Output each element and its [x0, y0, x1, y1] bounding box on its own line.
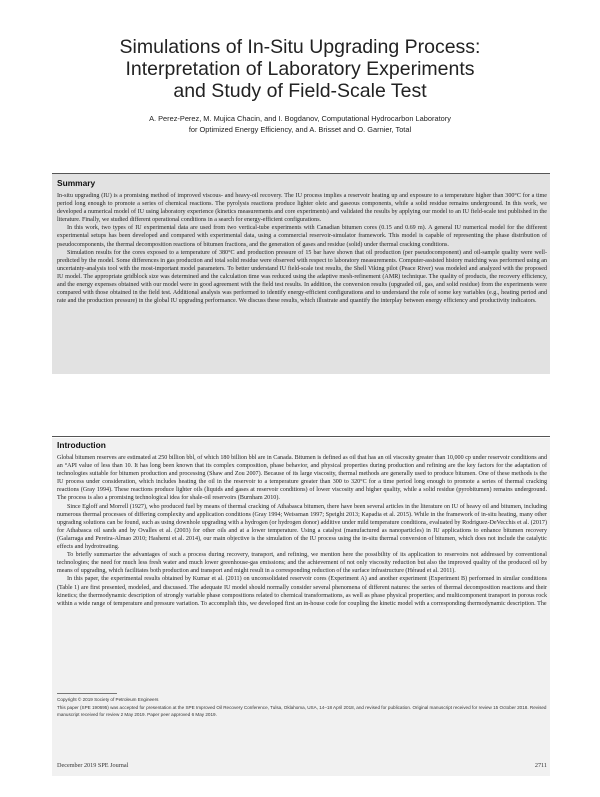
summary-paragraph-3: Simulation results for the cores exposed to a temperature of 380°C and production pressure of 15 bar have shown that oil production (per pseudocomponent) and oil-sample quality were well-predicted by the model. Some differences in gas production and total solid residue were observed with respect to laboratory measurements. Computer-assisted history matching was performed using an uncertainty-analysis tool with the most-important model parameters. To better understand IU field-scale test results, the Shell Viking pilot (Peace River) was modeled and analyzed with the proposed IU model. The appropriate gridblock size was determined and the calculation time was reduced using the adaptive mesh-refinement (AMR) technique. The quality of products, the recovery efficiency, and the energy expenses obtained with our model were in good agreement with the field test results. In addition, the conversion results (upgraded oil, gas, and solid residue) from the experiments were compared with those obtained in the field test. Additional analysis was performed to identify energy-efficient configurations and to understand the role of some key variables (e.g., heating period and rate and the production pressure) in the global IU upgrading performance. We discuss these results, which illustrate and quantify the interplay between energy efficiency and productivity indicators. [57, 249, 547, 305]
footnotes [57, 697, 547, 718]
author-line-1: A. Perez-Perez, M. Mujica Chacin, and I. Bogdanov, Computational Hydrocarbon Laboratory [149, 114, 451, 123]
summary-paragraph-2: In this work, two types of IU experimental data are used from two vertical-tube experiments with Canadian bitumen cores (0.15 and 0.69 m). A general IU numerical model for the different experimental setups has been developed and compared with experimental data, using a commercial reservoir-simulator framework. This model is capable of representing the phase distribution of pseudocomponents, the thermal decomposition reactions of bitumen fractions, and the generation of gases and residue (solid) under thermal cracking conditions. [57, 225, 547, 248]
page-number: 2711 [534, 762, 547, 769]
introduction-paragraph-3: To briefly summarize the advantages of such a process during recovery, transport, and refining, we mention here the possibility of its application to reservoirs not addressed by conventional technologies; the need for much less fresh water and much lower greenhouse-gas emissions; and the achievement of not only viscosity reduction but also the improved quality of the produced oil by means of upgrading, which facilitates both production and transport and might result in a corresponding reduction of the surface infrastructure (Héraud et al. 2011). [57, 552, 547, 575]
summary-paragraph-1: In-situ upgrading (IU) is a promising method of improved viscous- and heavy-oil recovery. The IU process implies a reservoir heating up and exposure to a temperature higher than 300°C for a time period long enough to promote a series of chemical reactions. The pyrolysis reactions produce lighter oleic and gaseous components, while a solid residue remains underground. In this work, we developed a numerical model of IU using laboratory experience (kinetics measurements and core experiments) and validated the results by applying our model to an IU field-scale test published in the literature. Finally, we studied different operational conditions in a search for energy-efficient configurations. [57, 193, 547, 224]
author-line-2: for Optimized Energy Efficiency, and A. Brisset and O. Garnier, Total [188, 125, 412, 134]
summary-section [57, 178, 547, 305]
introduction-paragraph-1: Global bitumen reserves are estimated at 250 billion bbl, of which 180 billion bbl are in Canada. Bitumen is defined as oil that has an oil viscosity greater than 10,000 cp under reservoir conditions and an °API value of less than 10. It has long been known that its complex composition, phase behavior, and physical properties during production and refining are the key factors for the adaptation of technologies suitable for bitumen production and processing (Shaw and Zou 2007). Because of its large viscosity, thermal methods are generally used to produce bitumen. One of these methods is the IU process under consideration, which includes heating the oil in the reservoir to a temperature greater than 300 to 320°C for a time period long enough to promote a series of thermal cracking reactions (Gray 1994). These reactions produce lighter oils (liquids and gases at reservoir conditions) of lower viscosity and higher quality, while a solid residue (pyrobitumen) remains underground. The process is also a promising technological idea for shale-oil reservoirs (Burnham 2010). [57, 455, 547, 502]
author-list [40, 113, 560, 135]
introduction-paragraph-4: In this paper, the experimental results obtained by Kumar et al. (2011) on unconsolidated reservoir cores (Experiment A) and another experiment (Experiment B) performed in similar conditions (Table 1) are first presented, modeled, and discussed. The adequate IU model should normally consider several phenomena of different natures: the series of thermal decomposition reactions and their kinetics; the thermodynamic description of strongly variable phase compositions related to chemical transformations, as well as phase physical properties; and multicomponent transport in porous rock within a wide range of temperature and pressure variation. To accomplish this, we developed first an in-house code for coupling the kinetic model with a corresponding thermodynamic description. The [57, 576, 547, 607]
introduction-paragraph-2: Since Egloff and Morrell (1927), who produced fuel by means of thermal cracking of Athabasca bitumen, there have been several articles in the literature on IU of heavy oil and bitumen, including numerous thermal processes of differing complexity and application conditions (Gray 1994; Weissman 1997; Speight 2013; Kapadia et al. 2015). While in the framework of in-situ heating, many other upgrading solutions can be found, such as using downhole upgrading with a hydrogen (or hydrogen donor) additive under mild temperature conditions, evaluated by Rodriguez-DeVecchis et al. (2017) for Athabasca oil sands and by Ovalles et al. (2003) for other oils and at a lower temperature. Using a catalyst (manufactured as nanoparticles) in IU applications to enhance bitumen recovery (Galarraga and Pereira-Almao 2010; Hashemi et al. 2014), our main objective is the simulation of the IU process using the in-situ thermal conversion of bitumen, which does not include the catalytic effects and hydrotreating. [57, 503, 547, 551]
title-line-3: and Study of Field-Scale Test [173, 80, 427, 102]
manuscript-note: This paper (SPE 190695) was accepted for presentation at the SPE Improved Oil Recovery Conference, Tulsa, Oklahoma, USA, 14–18 April 2018, and revised for publication. Original manuscript received for review 15 October 2018. Revised manuscript received for review 2 May 2019. Paper peer approved 6 May 2019. [57, 705, 547, 717]
footnote-rule [57, 693, 117, 694]
introduction-heading: Introduction [57, 440, 106, 450]
journal-issue: December 2019 SPE Journal [57, 762, 129, 769]
summary-heading: Summary [57, 178, 96, 188]
paper-title [30, 36, 570, 102]
title-line-2: Interpretation of Laboratory Experiments [125, 58, 475, 80]
title-line-1: Simulations of In-Situ Upgrading Process: [119, 36, 481, 58]
introduction-section [57, 440, 547, 608]
copyright-note: Copyright © 2019 Society of Petroleum Engineers [57, 697, 159, 702]
introduction-top-rule [52, 436, 550, 437]
